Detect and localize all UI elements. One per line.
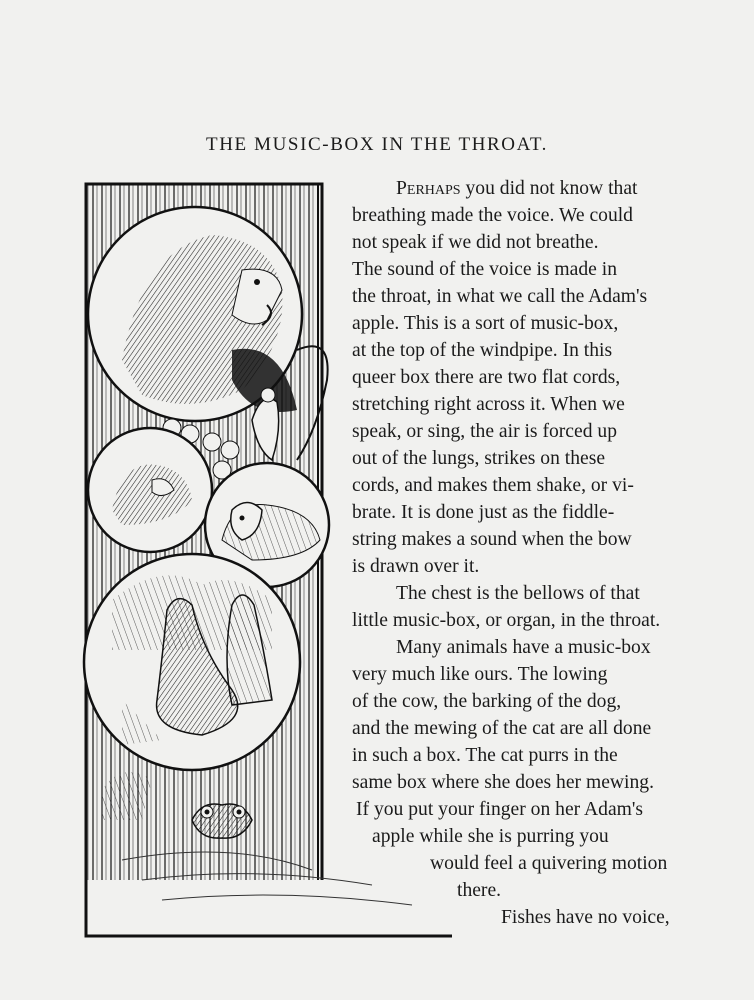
text-line-24: If you put your finger on her Adam's: [356, 799, 644, 820]
seals-medallion: [84, 554, 300, 770]
text-line-5: the throat, in what we call the Adam's: [352, 286, 648, 307]
text-line-28: Fishes have no voice,: [501, 907, 670, 928]
text-line-27: there.: [457, 880, 502, 901]
text-line-23: same box where she does her mewing.: [352, 772, 654, 793]
text-line-11: out of the lungs, strikes on these: [352, 448, 606, 469]
text-line-20: of the cow, the barking of the dog,: [352, 691, 622, 712]
text-line-9: stretching right across it. When we: [352, 394, 625, 415]
text-line-14: string makes a sound when the bow: [352, 529, 632, 550]
text-line-13: brate. It is done just as the fiddle-: [352, 502, 615, 523]
text-line-26: would feel a quivering motion: [430, 853, 668, 874]
text-line-22: in such a box. The cat purrs in the: [352, 745, 618, 766]
text-line-15: is drawn over it.: [352, 556, 480, 577]
dog-medallion: [88, 428, 212, 552]
text-line-1: Perhaps you did not know that: [396, 178, 638, 199]
text-line-18: Many animals have a music-box: [396, 637, 651, 658]
text-line-12: cords, and makes them shake, or vi-: [352, 475, 634, 496]
text-line-10: speak, or sing, the air is forced up: [352, 421, 617, 442]
text-line-6: apple. This is a sort of music-box,: [352, 313, 619, 334]
text-line-19: very much like ours. The lowing: [352, 664, 608, 685]
page-title: THE MUSIC-BOX IN THE THROAT.: [206, 134, 548, 155]
text-line-21: and the mewing of the cat are all done: [352, 718, 652, 739]
text-line-16: The chest is the bellows of that: [396, 583, 640, 604]
drop-lead-word: Perhaps: [396, 178, 461, 199]
text-line-7: at the top of the windpipe. In this: [352, 340, 613, 361]
text-line-2: breathing made the voice. We could: [352, 205, 633, 226]
text-line-8: queer box there are two flat cords,: [352, 367, 621, 388]
text-line-4: The sound of the voice is made in: [352, 259, 617, 280]
text-line-17: little music-box, or organ, in the throat.: [352, 610, 661, 631]
text-line-25: apple while she is purring you: [372, 826, 609, 847]
text-line-3: not speak if we did not breathe.: [352, 232, 599, 253]
